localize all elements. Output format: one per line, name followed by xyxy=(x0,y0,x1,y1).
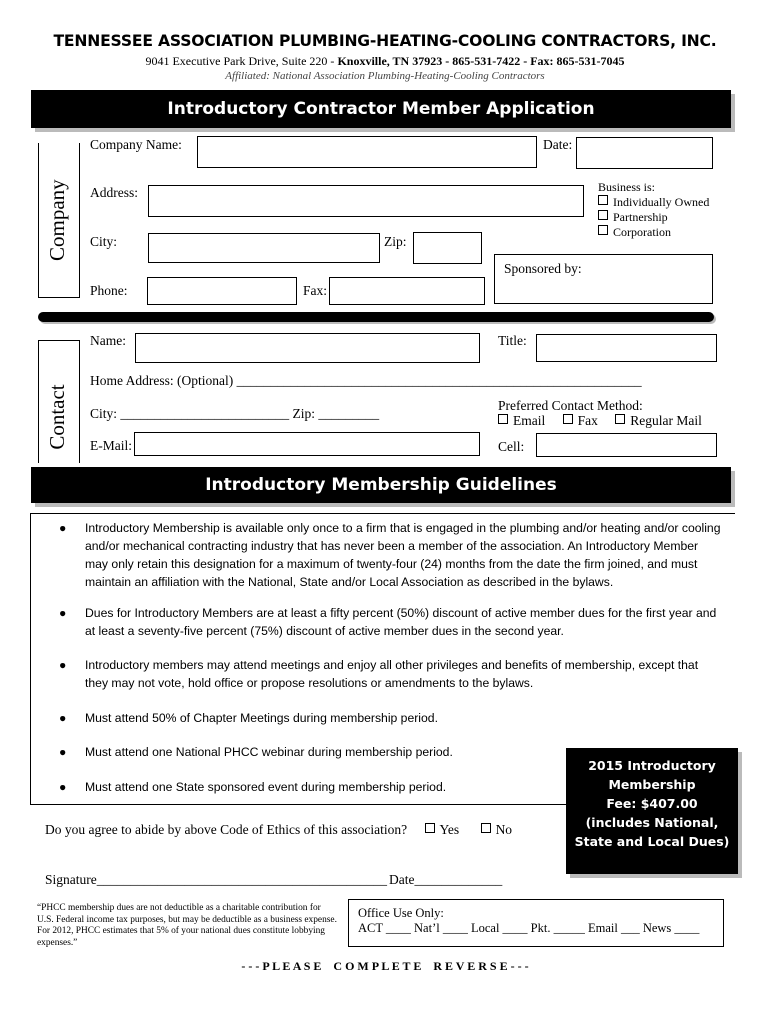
home-address-line: ____________________________________________________________ xyxy=(236,373,642,388)
company-name-input[interactable] xyxy=(197,136,537,168)
guidelines-banner: Introductory Membership Guidelines xyxy=(31,467,731,503)
checkbox-icon[interactable] xyxy=(598,225,608,235)
business-option-label: Individually Owned xyxy=(613,195,710,209)
signature-line[interactable]: Signature___________________________________________ xyxy=(45,872,387,887)
checkbox-icon[interactable] xyxy=(563,414,573,424)
preferred-contact-options xyxy=(498,413,702,429)
checkbox-icon[interactable] xyxy=(498,414,508,424)
guideline-item: ● Introductory members may attend meetings and enjoy all other privileges and benefits of membership, except that they may not vote, hold office or propose resolutions or amendments to the bylaws. xyxy=(59,656,724,692)
phone-input[interactable] xyxy=(147,277,297,305)
agree-no-option[interactable] xyxy=(481,822,513,837)
membership-fee-box xyxy=(566,748,738,874)
guideline-text: Introductory Membership is available only once to a firm that is engaged in the plumbing and/or heating and/or cooling and/or mechanical contracting industry that has never been a member of the association. An Introductory Member may only retain this designation for a maximum of twenty-four (24) months from the date the firm joined, and must maintain an affiliation with the National, State and/or Local Association as described in the bylaws. xyxy=(85,521,721,589)
complete-reverse-footer: - - - P L E A S E C O M P L E T E R E V E R S E - - - xyxy=(241,959,529,973)
office-use-line: ACT ____ Nat’l ____ Local ____ Pkt. _____ Email ___ News ____ xyxy=(358,921,700,935)
zip-label: Zip: xyxy=(384,234,407,249)
fee-line: (includes National, xyxy=(585,815,719,830)
guideline-text: Must attend 50% of Chapter Meetings during membership period. xyxy=(85,711,438,725)
contact-title-input[interactable] xyxy=(536,334,717,362)
email-input[interactable] xyxy=(134,432,480,456)
preferred-contact-label: Preferred Contact Method: xyxy=(498,398,643,413)
fax-label: Fax: xyxy=(303,283,328,298)
address-street: 9041 Executive Park Drive, Suite 220 - xyxy=(145,54,338,68)
guideline-text: Must attend one State sponsored event during membership period. xyxy=(85,780,447,794)
cell-input[interactable] xyxy=(536,433,717,457)
fee-line: 2015 Introductory xyxy=(588,758,716,773)
agree-yes-option[interactable] xyxy=(425,822,460,837)
home-address-field[interactable] xyxy=(90,373,642,389)
home-address-label: Home Address: (Optional) xyxy=(90,373,237,388)
signature-date-line[interactable]: Date_____________ xyxy=(389,872,503,887)
checkbox-icon[interactable] xyxy=(425,823,435,833)
guideline-item: ● Must attend one National PHCC webinar during membership period. xyxy=(59,743,724,761)
guideline-item: ● Must attend one State sponsored event during membership period. xyxy=(59,778,724,796)
fee-line: State and Local Dues) xyxy=(574,834,730,849)
phone-label: Phone: xyxy=(90,283,128,298)
agreement-question: Do you agree to abide by above Code of Ethics of this association? xyxy=(45,822,408,837)
city-input[interactable] xyxy=(148,233,380,263)
sponsored-by-label: Sponsored by: xyxy=(504,261,582,276)
agree-no-label: No xyxy=(495,822,513,837)
business-option-label: Partnership xyxy=(613,210,668,224)
guideline-text: Dues for Introductory Members are at least a fifty percent (50%) discount of active member dues for the first year and at least a seventy-five percent (75%) discount of active member dues in the second year. xyxy=(85,606,717,638)
guideline-text: Must attend one National PHCC webinar during membership period. xyxy=(85,745,453,759)
checkbox-icon[interactable] xyxy=(615,414,625,424)
org-affiliation: Affiliated: National Association Plumbing-Heating-Cooling Contractors xyxy=(225,70,545,82)
guideline-text: Introductory members may attend meetings and enjoy all other privileges and benefits of membership, except that they may not vote, hold office or propose resolutions or amendments to the bylaws. xyxy=(85,658,699,690)
cell-label: Cell: xyxy=(498,439,525,454)
org-title: TENNESSEE ASSOCIATION PLUMBING-HEATING-COOLING CONTRACTORS, INC. xyxy=(53,32,717,50)
fee-line: Membership xyxy=(608,777,696,792)
application-banner: Introductory Contractor Member Application xyxy=(31,90,731,128)
business-option-label: Corporation xyxy=(613,225,671,239)
contact-option[interactable] xyxy=(615,413,702,428)
contact-city-zip-line[interactable]: City: _________________________ Zip: _________ xyxy=(90,406,380,421)
contact-name-input[interactable] xyxy=(135,333,480,363)
contact-option-label: Email xyxy=(513,413,546,428)
contact-side-label: Contact xyxy=(45,384,69,450)
checkbox-icon[interactable] xyxy=(481,823,491,833)
business-option[interactable] xyxy=(598,195,709,210)
company-side-label: Company xyxy=(45,179,69,261)
address-label: Address: xyxy=(90,185,138,200)
business-option[interactable] xyxy=(598,210,709,225)
business-is-label: Business is: xyxy=(598,180,656,194)
checkbox-icon[interactable] xyxy=(598,210,608,220)
checkbox-icon[interactable] xyxy=(598,195,608,205)
city-label: City: xyxy=(90,234,118,249)
address-city-phone: Knoxville, TN 37923 - 865-531-7422 - Fax: 865-531-7045 xyxy=(337,54,625,68)
address-input[interactable] xyxy=(148,185,584,217)
tax-disclaimer: “PHCC membership dues are not deductible as a charitable contribution for U.S. Federal income tax purposes, but may be deductible as a business expense. For 2012, PHCC estimates that 5% of your national dues constitute lobbying expenses.” xyxy=(37,903,337,948)
contact-option[interactable] xyxy=(498,413,545,428)
contact-option-label: Regular Mail xyxy=(630,413,702,428)
business-type-group xyxy=(598,180,709,240)
fax-input[interactable] xyxy=(329,277,485,305)
email-label: E-Mail: xyxy=(90,438,132,453)
date-input[interactable] xyxy=(576,137,713,169)
contact-option-label: Fax xyxy=(577,413,598,428)
company-name-label: Company Name: xyxy=(90,137,182,152)
org-address xyxy=(0,54,770,69)
guideline-item: ● Dues for Introductory Members are at least a fifty percent (50%) discount of active member dues for the first year and at least a seventy-five percent (75%) discount of active member dues in the second year. xyxy=(59,604,724,640)
section-divider xyxy=(38,312,714,322)
guideline-item: ● Introductory Membership is available only once to a firm that is engaged in the plumbing and/or heating and/or cooling and/or mechanical contracting industry that has never been a member of the association. An Introductory Member may only retain this designation for a maximum of twenty-four (24) months from the date the firm joined, and must maintain an affiliation with the National, State and/or Local Association as described in the bylaws. xyxy=(59,519,724,591)
agreement-row xyxy=(45,822,512,838)
zip-input[interactable] xyxy=(413,232,482,264)
guideline-item: ● Must attend 50% of Chapter Meetings during membership period. xyxy=(59,709,724,727)
date-label: Date: xyxy=(543,137,573,152)
contact-option[interactable] xyxy=(563,413,598,428)
fee-line: Fee: $407.00 xyxy=(606,796,698,811)
contact-name-label: Name: xyxy=(90,333,126,348)
business-option[interactable] xyxy=(598,225,709,240)
contact-title-label: Title: xyxy=(498,333,527,348)
agree-yes-label: Yes xyxy=(439,822,460,837)
office-use-title: Office Use Only: xyxy=(358,906,444,920)
office-use-box xyxy=(348,899,724,947)
